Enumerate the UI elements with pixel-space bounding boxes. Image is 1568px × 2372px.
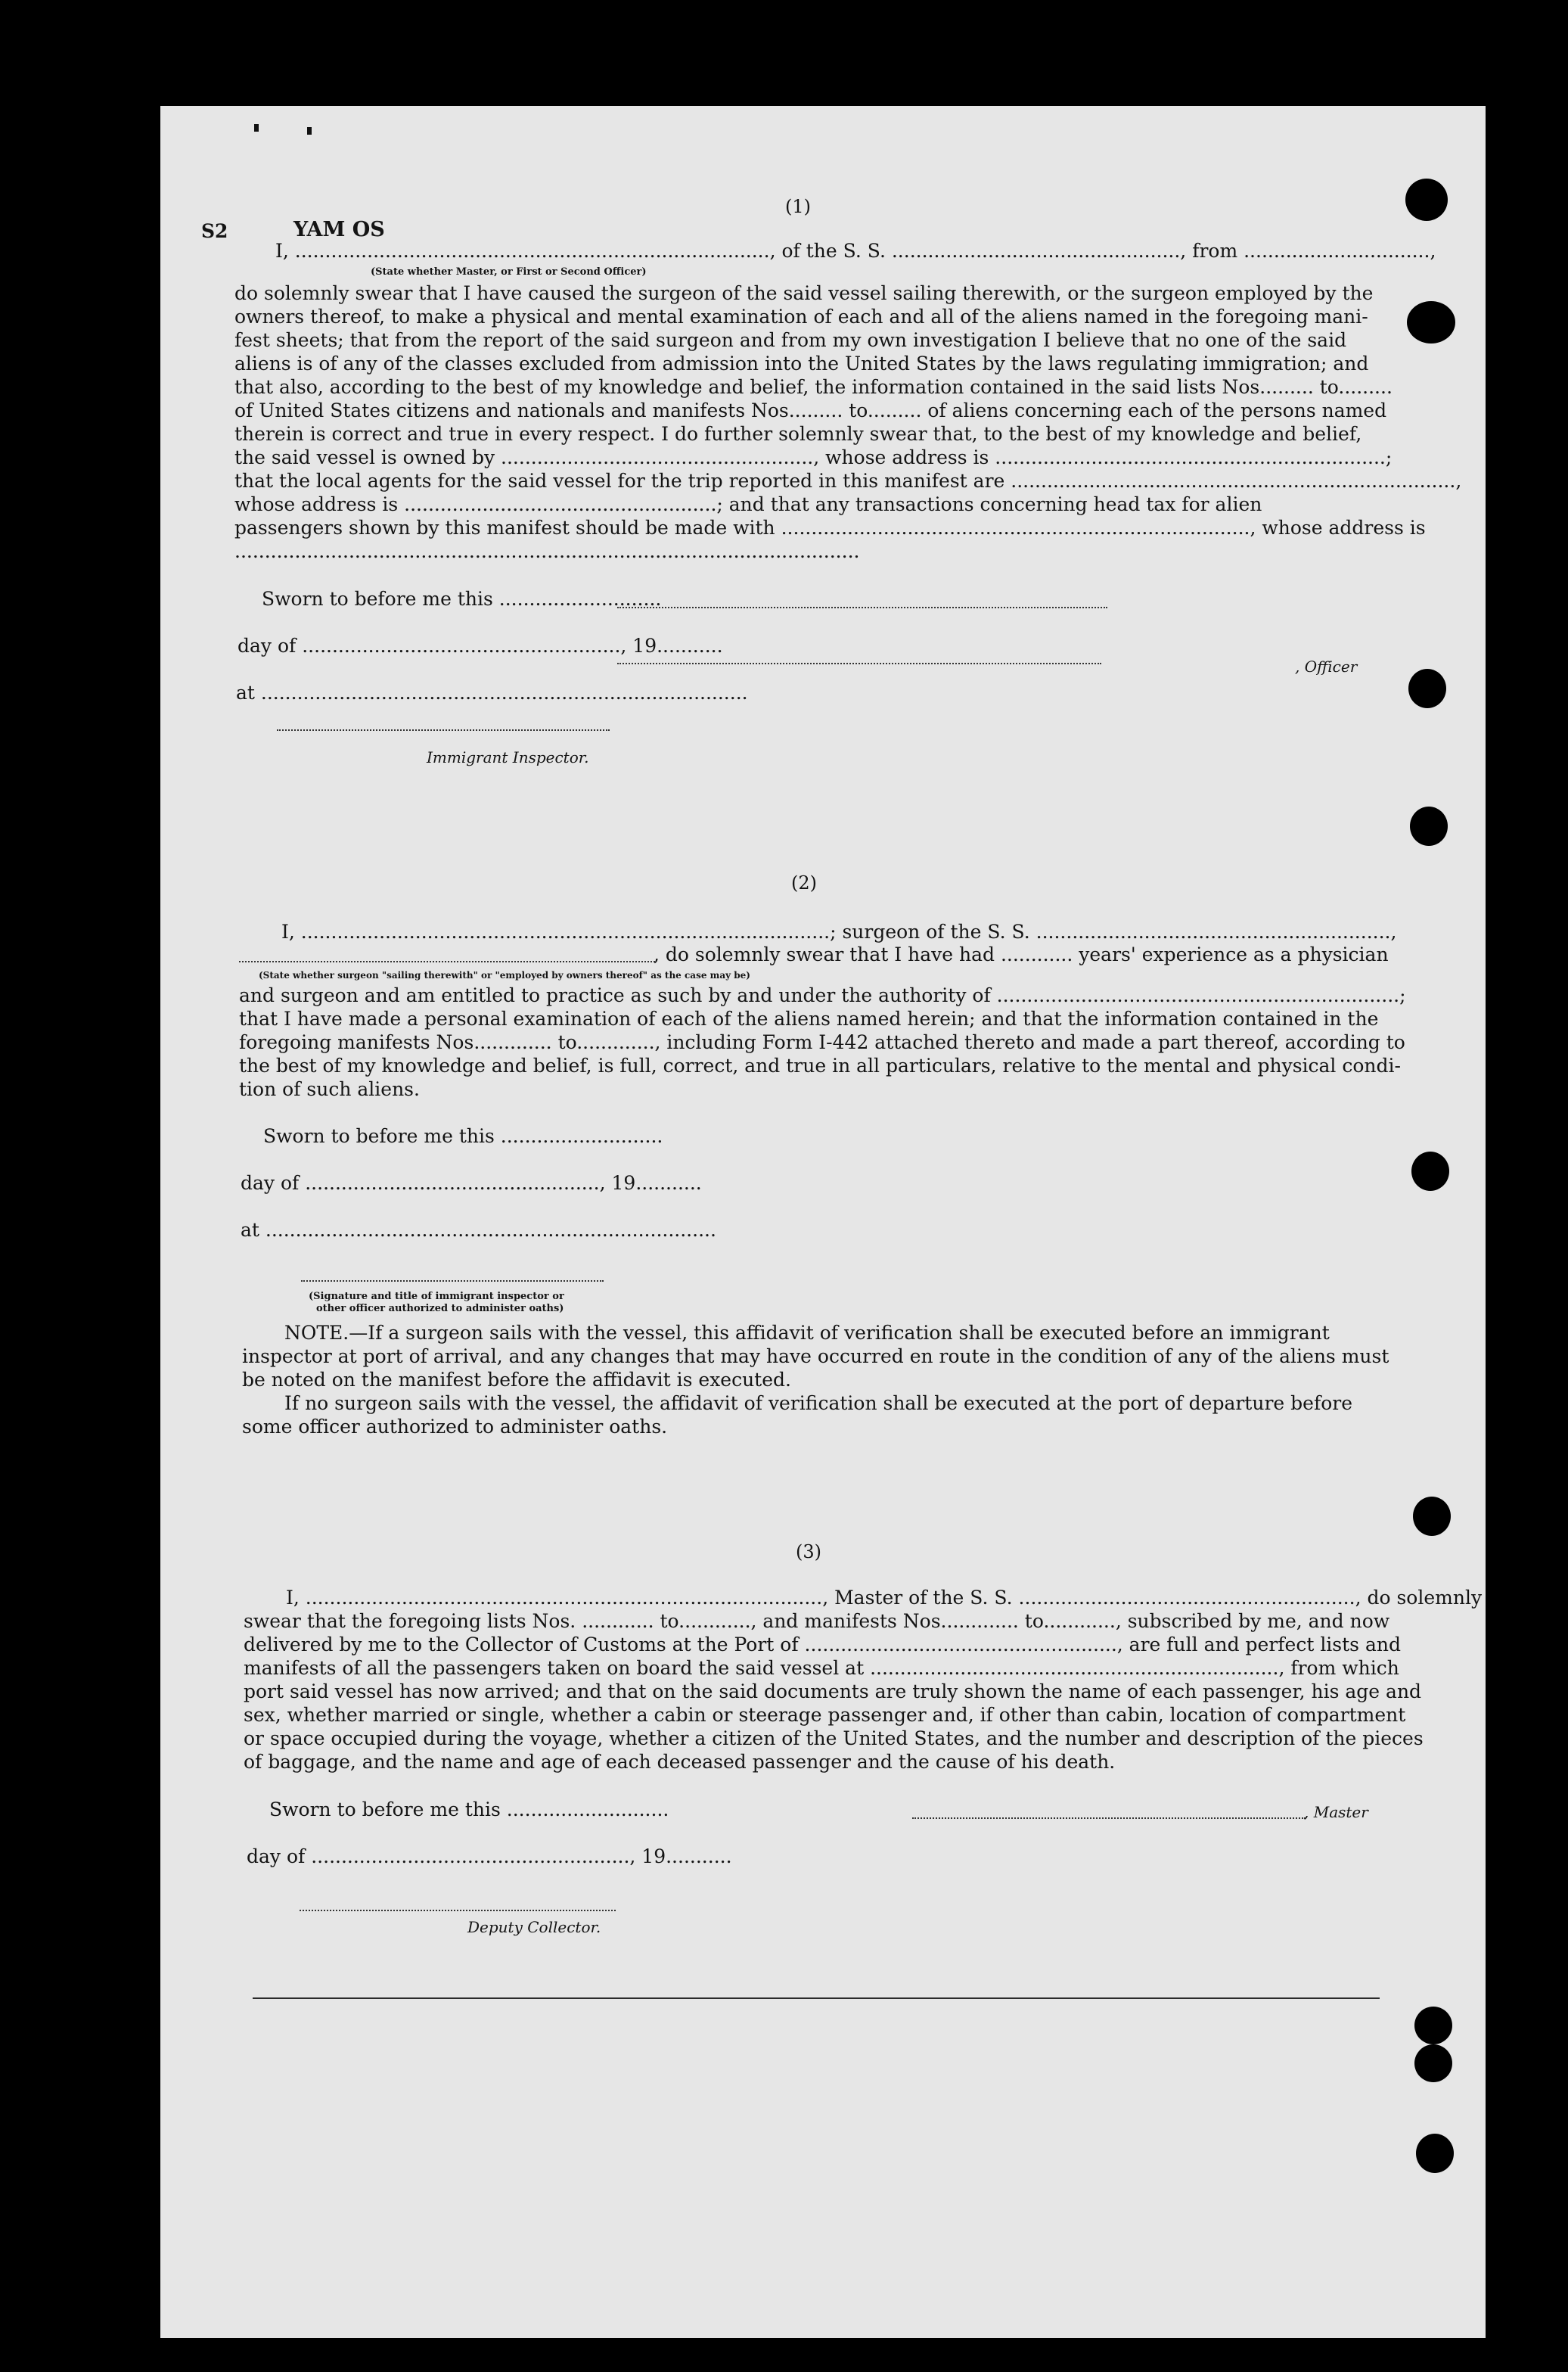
- punch-hole: [1416, 2134, 1454, 2173]
- scan-mark: [254, 124, 259, 132]
- surgeon-line: [239, 961, 655, 962]
- note-line: If no surgeon sails with the vessel, the affidavit of verification shall be executed at the port of departure before: [284, 1392, 1352, 1414]
- master-signature-line: [912, 1817, 1306, 1819]
- punch-hole: [1408, 669, 1446, 708]
- immigrant-inspector-label: Immigrant Inspector.: [427, 748, 589, 766]
- text-line: delivered by me to the Collector of Customs at the Port of ...................................................., are full and perfect lists and: [244, 1634, 1401, 1655]
- text-line: that the local agents for the said vessel for the trip reported in this manifest are ..........................................................................,: [234, 470, 1462, 492]
- section-1-at: at .................................................................................: [236, 682, 748, 704]
- text-line: that I have made a personal examination of each of the aliens named herein; and that the information contained in the: [239, 1008, 1379, 1030]
- text-line: fest sheets; that from the report of the said surgeon and from my own investigation I believe that no one of the said: [234, 329, 1347, 351]
- signature-line: [301, 1280, 604, 1282]
- section-3-sworn: Sworn to before me this ...........................: [269, 1798, 669, 1820]
- text-line: the said vessel is owned by ...................................................., whose address is .................................................................;: [234, 446, 1393, 468]
- section-2-first-line: I, ........................................................................................; surgeon of the S. S. ...........................................................,: [281, 921, 1397, 943]
- section-2-sworn: Sworn to before me this ...........................: [263, 1125, 663, 1147]
- note-line: NOTE.—If a surgeon sails with the vessel, this affidavit of verification shall be executed before an immigrant: [284, 1322, 1330, 1344]
- manifest-verification-sheet: [160, 106, 1486, 2338]
- text-line: swear that the foregoing lists Nos. ............ to............, and manifests Nos............. to............, subscribed by me, and now: [244, 1610, 1390, 1632]
- section-2-second-line: , do solemnly swear that I have had ............ years' experience as a physician: [654, 944, 1389, 965]
- text-line: owners thereof, to make a physical and mental examination of each and all of the aliens named in the foregoing mani-: [234, 306, 1368, 328]
- section-2-number: (2): [791, 872, 817, 894]
- bottom-rule: [253, 1997, 1380, 1999]
- corner-mark: S2: [201, 220, 228, 242]
- section-1-first-line: I, ..............................................................................., of the S. S. ................................................, from ...............................,: [275, 240, 1436, 262]
- text-line: that also, according to the best of my knowledge and belief, the information contained in the said lists Nos......... to.........: [234, 376, 1393, 398]
- scan-mark: [307, 127, 312, 135]
- punch-hole: [1405, 179, 1448, 221]
- section-1-number: (1): [785, 196, 811, 217]
- text-line: the best of my knowledge and belief, is full, correct, and true in all particulars, relative to the mental and physical condi-: [239, 1055, 1401, 1077]
- punch-hole: [1410, 807, 1448, 846]
- section-2-at: at ...........................................................................: [241, 1219, 716, 1241]
- text-line: tion of such aliens.: [239, 1078, 420, 1100]
- section-2-day: day of ................................................., 19...........: [241, 1172, 702, 1194]
- punch-hole: [1411, 1152, 1449, 1191]
- text-line: do solemnly swear that I have caused the surgeon of the said vessel sailing therewith, or the surgeon employed by the: [234, 282, 1374, 304]
- text-line: aliens is of any of the classes excluded from admission into the United States by the laws regulating immigration; and: [234, 353, 1369, 375]
- text-line: of United States citizens and nationals and manifests Nos......... to......... of aliens concerning each of the persons named: [234, 399, 1387, 421]
- section-1-sworn: Sworn to before me this ...........................: [262, 588, 662, 610]
- text-line: therein is correct and true in every respect. I do further solemnly swear that, to the best of my knowledge and belief,: [234, 423, 1362, 445]
- text-line: manifests of all the passengers taken on board the said vessel at ...................................................................., from which: [244, 1657, 1399, 1679]
- note-line: be noted on the manifest before the affidavit is executed.: [242, 1369, 791, 1391]
- note-line: some officer authorized to administer oaths.: [242, 1416, 668, 1438]
- text-line: or space occupied during the voyage, whether a citizen of the United States, and the number and description of the pieces: [244, 1727, 1424, 1749]
- master-label: , Master: [1304, 1803, 1368, 1821]
- signature-caption: (Signature and title of immigrant inspector or: [309, 1291, 564, 1302]
- punch-hole: [1414, 2044, 1452, 2082]
- section-1-caption: (State whether Master, or First or Second Officer): [371, 266, 647, 278]
- officer-signature-line: [617, 663, 1101, 664]
- text-line: foregoing manifests Nos............. to............., including Form I-442 attached thereto and made a part thereof, according to: [239, 1031, 1405, 1053]
- text-line: and surgeon and am entitled to practice as such by and under the authority of ...................................................................;: [239, 984, 1406, 1006]
- inspector-signature-line: [277, 729, 610, 731]
- text-line: whose address is ....................................................; and that any transactions concerning head tax for alien: [234, 493, 1262, 515]
- deputy-collector-label: Deputy Collector.: [467, 1918, 601, 1936]
- text-line: port said vessel has now arrived; and that on the said documents are truly shown the name of each passenger, his age and: [244, 1680, 1422, 1702]
- text-line: passengers shown by this manifest should be made with .............................................................................., whose address is: [234, 517, 1426, 539]
- collector-signature-line: [300, 1910, 616, 1911]
- section-2-caption: (State whether surgeon "sailing therewith" or "employed by owners thereof" as the case may be): [259, 970, 750, 981]
- section-3-number: (3): [796, 1541, 821, 1562]
- note-line: inspector at port of arrival, and any changes that may have occurred en route in the condition of any of the aliens must: [242, 1345, 1389, 1367]
- text-line: I, ......................................................................................, Master of the S. S. ........................................................, do solemnly: [286, 1587, 1483, 1609]
- officer-signature-line: [617, 607, 1107, 608]
- punch-hole: [1407, 301, 1455, 344]
- header-stamp: YAM OS: [293, 218, 385, 241]
- text-line: of baggage, and the name and age of each deceased passenger and the cause of his death.: [244, 1751, 1116, 1773]
- section-3-day: day of ....................................................., 19...........: [247, 1845, 732, 1867]
- officer-label: , Officer: [1295, 658, 1358, 676]
- section-1-day: day of ....................................................., 19...........: [238, 635, 723, 657]
- punch-hole: [1413, 1497, 1451, 1536]
- text-line: sex, whether married or single, whether a cabin or steerage passenger and, if other than cabin, location of compartment: [244, 1704, 1406, 1726]
- punch-hole: [1414, 2007, 1452, 2044]
- signature-caption: other officer authorized to administer oaths): [316, 1303, 564, 1314]
- section-1-dotted-line: ........................................................................................................: [234, 540, 860, 562]
